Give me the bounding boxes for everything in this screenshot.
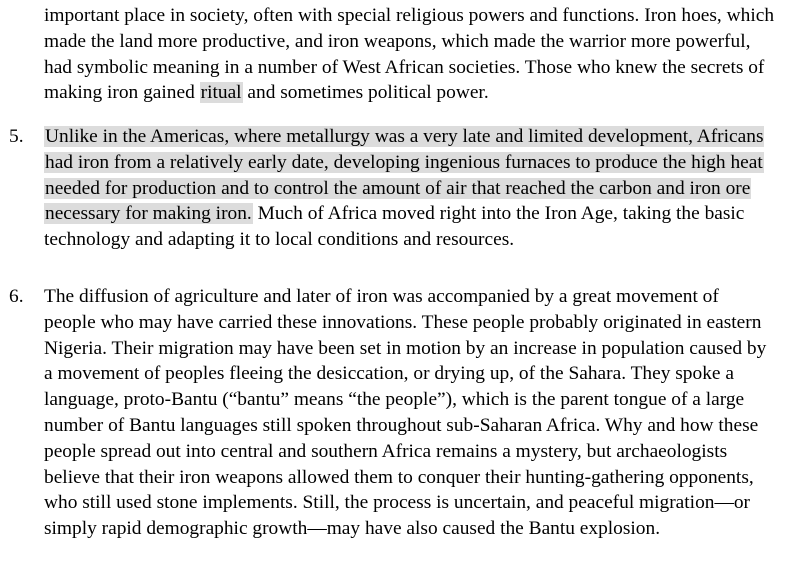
text-line: made the land more productive, and iron weapons, which made the warrior more powerful, bbox=[44, 30, 751, 52]
text-line: had symbolic meaning in a number of West African societies. Those who knew the secrets of bbox=[44, 56, 765, 78]
text-run: making iron gained bbox=[44, 82, 200, 104]
text-line bbox=[44, 201, 744, 227]
text-run: and sometimes political power. bbox=[242, 82, 489, 104]
list-number: 6. bbox=[9, 286, 24, 307]
text-line: who still used stone implements. Still, the process is uncertain, and peaceful migration—or bbox=[44, 492, 750, 514]
text-line: number of Bantu languages still spoken throughout sub-Saharan Africa. Why and how these bbox=[44, 415, 759, 436]
text-line bbox=[44, 124, 764, 150]
text-line: Nigeria. Their migration may have been set in motion by an increase in population caused by bbox=[44, 337, 767, 359]
text-line: a movement of peoples fleeing the desiccation, or drying up, of the Sahara. They spoke a bbox=[44, 363, 734, 385]
text-line bbox=[44, 80, 489, 106]
highlighted-text[interactable]: needed for production and to control the amount of air that reached the carbon and iron ore bbox=[45, 177, 751, 199]
text-run: Much of Africa moved right into the Iron Age, taking the basic bbox=[252, 203, 745, 225]
text-line: simply rapid demographic growth—may have also caused the Bantu explosion. bbox=[44, 518, 661, 540]
highlighted-text[interactable]: necessary for making iron. bbox=[45, 203, 252, 225]
list-number: 5. bbox=[9, 126, 24, 147]
highlighted-word[interactable]: ritual bbox=[200, 82, 242, 104]
text-line: believe that their iron weapons allowed them to conquer their hunting-gathering opponents, bbox=[44, 466, 754, 488]
text-line bbox=[44, 150, 764, 176]
text-line: language, proto-Bantu (“bantu” means “the people”), which is the parent tongue of a large bbox=[44, 389, 745, 411]
text-line: people who may have carried these innovations. These people probably originated in eastern bbox=[44, 311, 762, 333]
highlighted-text[interactable]: Unlike in the Americas, where metallurgy was a very late and limited development, Africans bbox=[45, 126, 764, 147]
text-line: The diffusion of agriculture and later of iron was accompanied by a great movement of bbox=[44, 286, 719, 307]
text-line: technology and adapting it to local conditions and resources. bbox=[44, 229, 515, 251]
text-line: people spread out into central and southern Africa remains a mystery, but archaeologists bbox=[44, 440, 728, 462]
highlighted-text[interactable]: had iron from a relatively early date, developing ingenious furnaces to produce the high heat bbox=[45, 151, 763, 173]
text-line: important place in society, often with special religious powers and functions. Iron hoes, which bbox=[44, 5, 775, 26]
text-line bbox=[44, 176, 751, 202]
